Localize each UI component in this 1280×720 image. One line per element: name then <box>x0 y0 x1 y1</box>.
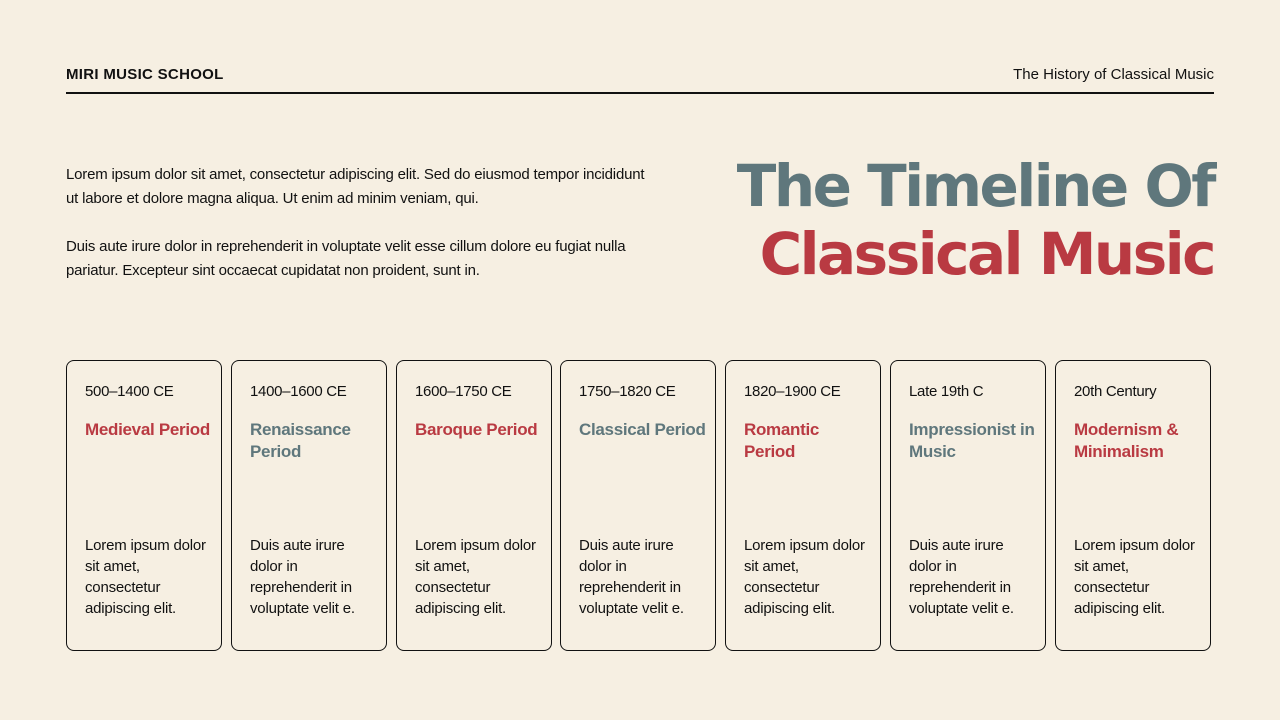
timeline-cards <box>66 360 1214 653</box>
period-description: Duis aute irure dolor in reprehenderit in voluptate velit e. <box>250 537 355 617</box>
period-date: 1400–1600 CE <box>250 383 347 400</box>
period-name: Classical Period <box>579 420 706 439</box>
headline-line-2: Classical Music <box>759 220 1214 288</box>
period-description: Duis aute irure dolor in reprehenderit in voluptate velit e. <box>579 537 684 617</box>
period-name: Renaissance Period <box>250 420 351 461</box>
period-description: Duis aute irure dolor in reprehenderit in voluptate velit e. <box>909 537 1014 617</box>
timeline-card <box>725 360 881 651</box>
school-name: MIRI MUSIC SCHOOL <box>66 66 224 83</box>
period-date: 500–1400 CE <box>85 383 174 400</box>
period-date: 20th Century <box>1074 383 1157 400</box>
intro-paragraph-1: Lorem ipsum dolor sit amet, consectetur adipiscing elit. Sed do eiusmod tempor incididunt ut labore et dolore magna aliqua. Ut enim ad minim veniam, qui. <box>66 166 645 207</box>
deck-title: The History of Classical Music <box>1013 66 1214 83</box>
period-description: Lorem ipsum dolor sit amet, consectetur adipiscing elit. <box>1074 537 1195 617</box>
period-name: Romantic Period <box>744 420 820 461</box>
timeline-card <box>1055 360 1211 651</box>
timeline-card <box>560 360 716 651</box>
intro-paragraph-2: Duis aute irure dolor in reprehenderit in voluptate velit esse cillum dolore eu fugiat nulla pariatur. Excepteur sint occaecat cupidatat non proident, sunt in. <box>66 238 626 279</box>
period-date: 1820–1900 CE <box>744 383 841 400</box>
headline-line-1: The Timeline Of <box>736 152 1214 220</box>
period-name: Impressionist in Music <box>909 420 1035 461</box>
period-name: Modernism & Minimalism <box>1074 420 1179 461</box>
period-name: Baroque Period <box>415 420 538 439</box>
timeline-card <box>890 360 1046 651</box>
timeline-card <box>231 360 387 651</box>
period-description: Lorem ipsum dolor sit amet, consectetur adipiscing elit. <box>415 537 536 617</box>
period-date: 1750–1820 CE <box>579 383 676 400</box>
slide-header <box>66 64 1214 94</box>
intro-text <box>66 163 646 307</box>
timeline-card <box>66 360 222 651</box>
timeline-card <box>396 360 552 651</box>
slide-headline <box>737 152 1214 288</box>
period-description: Lorem ipsum dolor sit amet, consectetur adipiscing elit. <box>85 537 206 617</box>
period-date: 1600–1750 CE <box>415 383 512 400</box>
period-description: Lorem ipsum dolor sit amet, consectetur adipiscing elit. <box>744 537 865 617</box>
period-name: Medieval Period <box>85 420 210 439</box>
period-date: Late 19th C <box>909 383 984 400</box>
